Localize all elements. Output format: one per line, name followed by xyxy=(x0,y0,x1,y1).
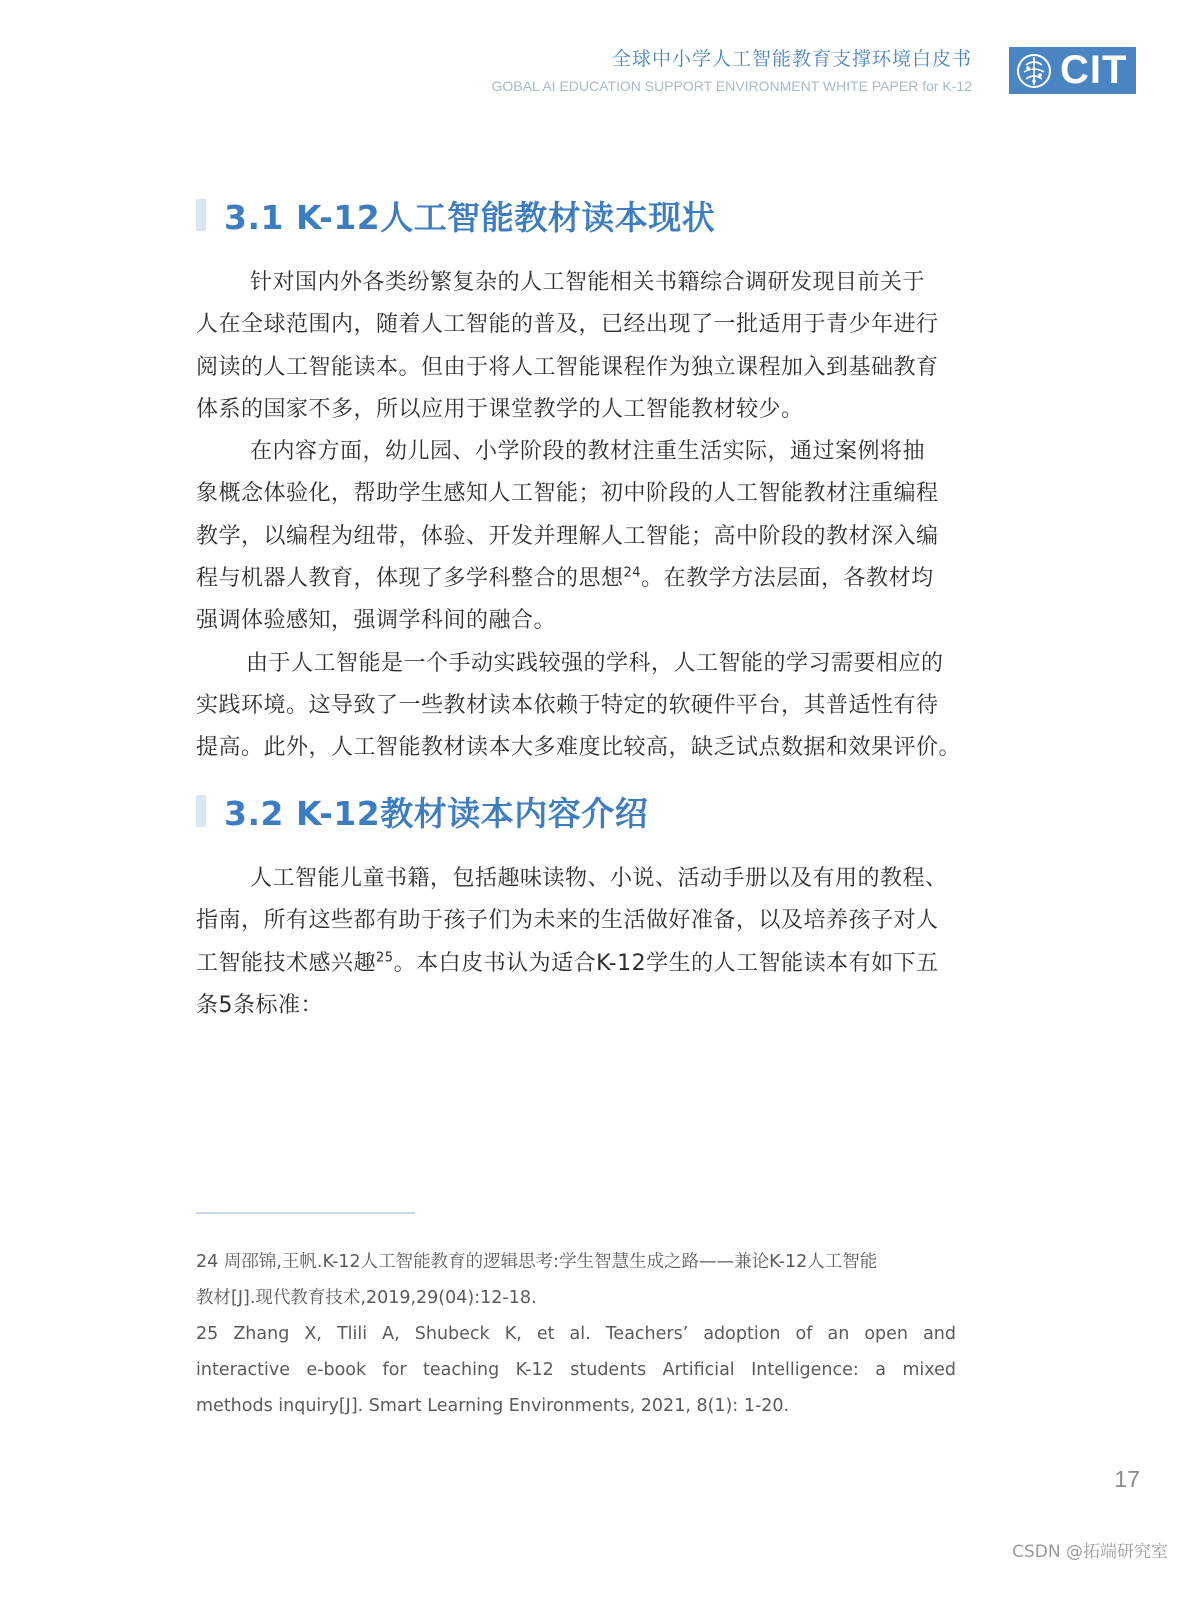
text-segment: 。本白皮书认为适合K-12学生的人工智能读本有如下五 xyxy=(393,950,939,976)
text-line: 针对国内外各类纷繁复杂的人工智能相关书籍综合调研发现目前关于 xyxy=(250,270,926,295)
logo-text: CIT xyxy=(1060,48,1128,92)
page-header xyxy=(491,46,972,94)
text-line: 提高。此外，人工智能教材读本大多难度比较高，缺乏试点数据和效果评价。 xyxy=(196,735,962,761)
section-heading-3-2 xyxy=(196,791,648,831)
footnotes xyxy=(196,1244,956,1424)
text-line: 象概念体验化，帮助学生感知人工智能；初中阶段的人工智能教材注重编程 xyxy=(196,481,939,507)
text-segment: 。在教学方法层面，各教材均 xyxy=(641,566,934,592)
text-line: 强调体验感知，强调学科间的融合。 xyxy=(196,608,557,634)
footnote-line: 25 Zhang X, Tlili A, Shubeck K, et al. Teachers’ adoption of an open and xyxy=(196,1324,956,1344)
footnote-line: 24 周邵锦,王帆.K-12人工智能教育的逻辑思考:学生智慧生成之路——兼论K-12人工智能 xyxy=(196,1252,878,1272)
paragraph xyxy=(196,643,1016,770)
text-line xyxy=(196,943,1016,985)
paragraph xyxy=(196,858,1016,1027)
text-line: 在内容方面，幼儿园、小学阶段的教材注重生活实际，通过案例将抽 xyxy=(250,439,926,465)
cit-logo xyxy=(1009,47,1136,94)
heading-accent-bar xyxy=(196,795,206,827)
text-line: 人工智能儿童书籍，包括趣味读物、小说、活动手册以及有用的教程、 xyxy=(250,866,948,891)
section-title: 3.2 K-12教材读本内容介绍 xyxy=(224,793,649,833)
text-line: 实践环境。这导致了一些教材读本依赖于特定的软硬件平台，其普适性有待 xyxy=(196,692,939,718)
header-subtitle: GOBAL AI EDUCATION SUPPORT ENVIRONMENT WHITE PAPER for K-12 xyxy=(491,78,972,94)
text-line: 体系的国家不多，所以应用于课堂教学的人工智能教材较少。 xyxy=(196,396,804,422)
text-line: 教学，以编程为纽带，体验、开发并理解人工智能；高中阶段的教材深入编 xyxy=(196,523,939,549)
text-segment: 程与机器人教育，体现了多学科整合的思想 xyxy=(196,566,624,592)
section-3-1-body xyxy=(196,262,1016,770)
paragraph xyxy=(196,262,1016,431)
section-title: 3.1 K-12人工智能教材读本现状 xyxy=(224,197,716,237)
footnote-line: interactive e-book for teaching K-12 students Artificial Intelligence: a mixed xyxy=(196,1360,956,1380)
footnote-divider xyxy=(196,1212,415,1214)
text-line: 阅读的人工智能读本。但由于将人工智能课程作为独立课程加入到基础教育 xyxy=(196,354,939,380)
page-number: 17 xyxy=(1114,1466,1140,1492)
text-segment: 工智能技术感兴趣 xyxy=(196,950,377,976)
footnote-ref-24: 24 xyxy=(623,565,642,581)
text-line: 条5条标准： xyxy=(196,992,323,1018)
brain-icon xyxy=(1014,51,1054,91)
paragraph xyxy=(196,431,1016,642)
section-heading-3-1 xyxy=(196,195,715,235)
footnote-ref-25: 25 xyxy=(376,950,394,966)
section-3-2-body xyxy=(196,858,1016,1027)
text-line xyxy=(196,558,1016,600)
heading-accent-bar xyxy=(196,199,206,231)
text-line: 由于人工智能是一个手动实践较强的学科，人工智能的学习需要相应的 xyxy=(246,650,944,676)
text-line: 人在全球范围内，随着人工智能的普及，已经出现了一批适用于青少年进行 xyxy=(196,312,939,338)
watermark: CSDN @拓端研究室 xyxy=(1012,1542,1168,1562)
header-title: 全球中小学人工智能教育支撑环境白皮书 xyxy=(611,48,972,70)
footnote-line: 教材[J].现代教育技术,2019,29(04):12-18. xyxy=(196,1288,537,1308)
text-line: 指南，所有这些都有助于孩子们为未来的生活做好准备，以及培养孩子对人 xyxy=(196,908,939,934)
footnote-line: methods inquiry[J]. Smart Learning Environments, 2021, 8(1): 1-20. xyxy=(196,1396,790,1416)
